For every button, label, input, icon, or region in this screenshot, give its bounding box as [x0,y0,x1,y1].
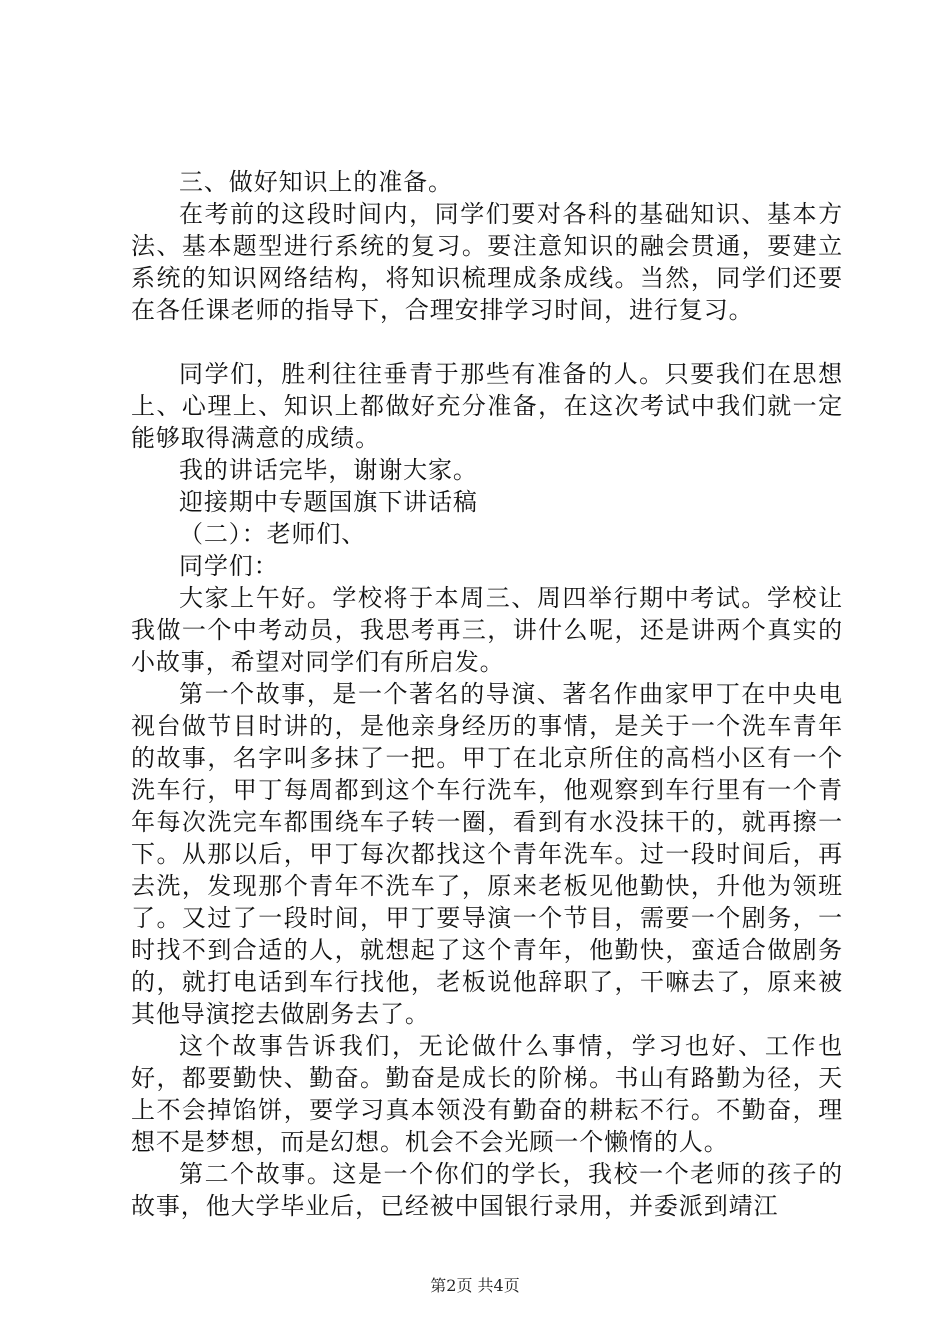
paragraph-closing: 我的讲话完毕，谢谢大家。 [179,456,478,484]
section-heading-knowledge: 三、做好知识上的准备。 [179,168,453,196]
paragraph-greeting: 大家上午好。学校将于本周三、周四举行期中考试。学校让我做一个中考动员，我思考再三，讲什么呢，还是讲两个真实的小故事，希望对同学们有所启发。 [131,584,843,676]
paragraph-story-lesson: 这个故事告诉我们，无论做什么事情，学习也好、工作也好，都要勤快、勤奋。勤奋是成长的阶梯。书山有路勤为径，天上不会掉馅饼，要学习真本领没有勤奋的耕耘不行。不勤奋，理想不是梦想，而是幻想。机会不会光顾一个懒惰的人。 [131,1032,843,1156]
paragraph-encouragement: 同学们，胜利往往垂青于那些有准备的人。只要我们在思想上、心理上、知识上都做好充分准备，在这次考试中我们就一定能够取得满意的成绩。 [131,360,843,452]
paragraph-first-story: 第一个故事，是一个著名的导演、著名作曲家甲丁在中央电视台做节目时讲的，是他亲身经历的事情，是关于一个洗车青年的故事，名字叫多抹了一把。甲丁在北京所住的高档小区有一个洗车行，甲丁每周都到这个车行洗车，他观察到车行里有一个青年每次洗完车都围绕车子转一圈，看到有水没抹干的，就再擦一下。从那以后，甲丁每次都找这个青年洗车。过一段时间后，再去洗，发现那个青年不洗车了，原来老板见他勤快，升他为领班了。又过了一段时间，甲丁要导演一个节目，需要一个剧务，一时找不到合适的人，就想起了这个青年，他勤快，蛮适合做剧务的，就打电话到车行找他，老板说他辞职了，干嘛去了，原来被其他导演挖去做剧务去了。 [131,680,843,1028]
salutation: 同学们： [179,552,279,580]
page-number-footer: 第2页 共4页 [430,1276,520,1295]
speech-part-label: （二）：老师们、 [179,520,367,548]
paragraph-review-advice: 在考前的这段时间内，同学们要对各科的基础知识、基本方法、基本题型进行系统的复习。要注意知识的融会贯通，要建立系统的知识网络结构，将知识梳理成条成线。当然，同学们还要在各任课老师的指导下，合理安排学习时间，进行复习。 [131,200,843,324]
speech-title: 迎接期中专题国旗下讲话稿 [179,488,478,516]
paragraph-second-story: 第二个故事。这是一个你们的学长，我校一个老师的孩子的故事，他大学毕业后，已经被中国银行录用，并委派到靖江 [131,1160,843,1220]
document-body [131,166,843,1222]
